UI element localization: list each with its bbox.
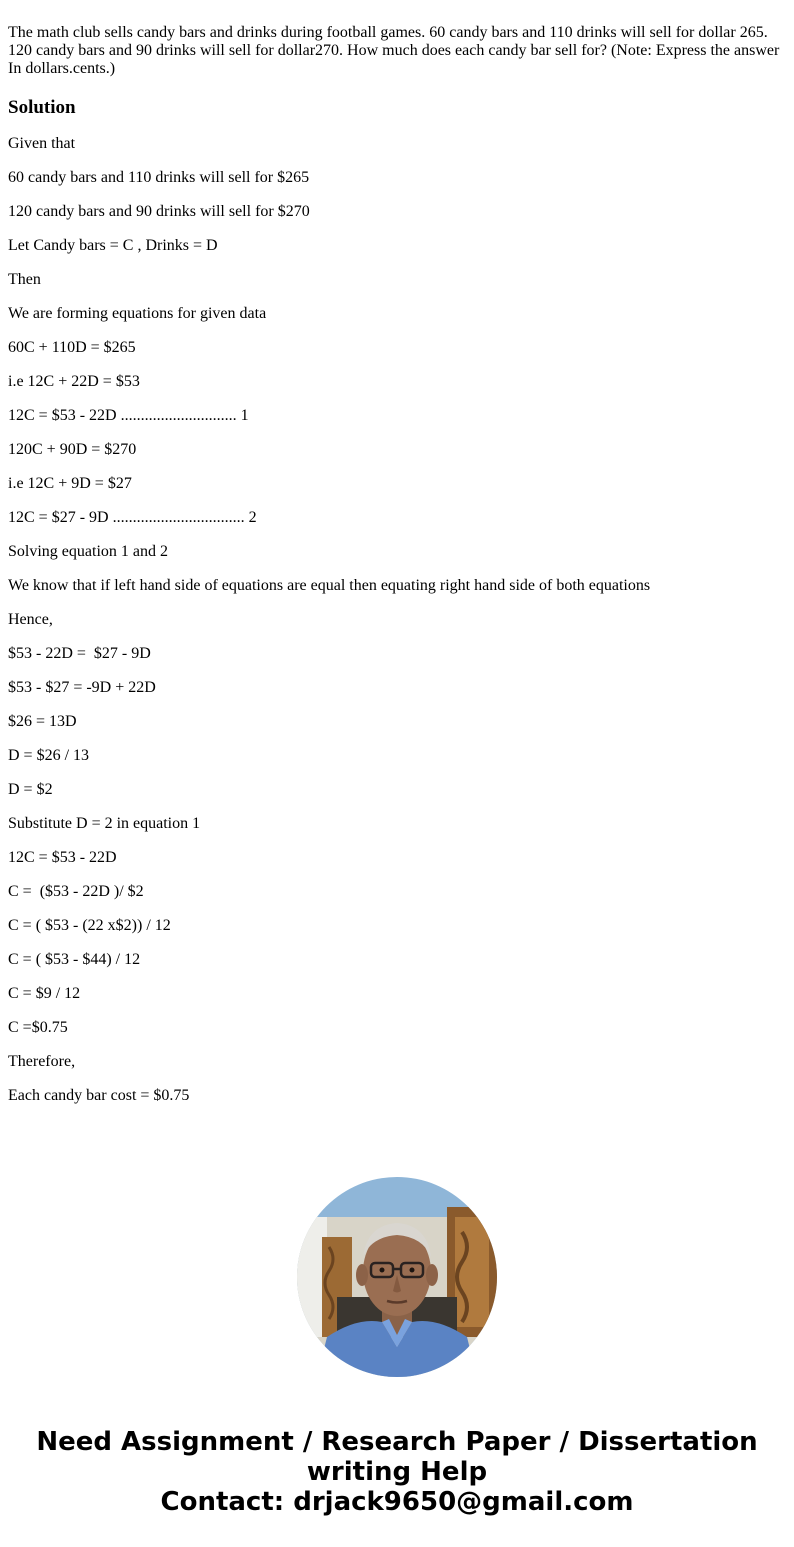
solution-step: Each candy bar cost = $0.75 [8, 1087, 190, 1104]
solution-step: Then [8, 271, 41, 288]
solution-step: C = $9 / 12 [8, 985, 81, 1002]
author-avatar [297, 1177, 497, 1377]
solution-step: 120C + 90D = $270 [8, 441, 137, 458]
footer-line: Need Assignment / Research Paper / Dissertation [36, 1427, 758, 1457]
solution-step: Substitute D = 2 in equation 1 [8, 815, 201, 832]
solution-step: Solving equation 1 and 2 [8, 543, 168, 560]
solution-step: $53 - $27 = -9D + 22D [8, 679, 156, 696]
footer-line: writing Help [306, 1457, 488, 1487]
solution-step: 12C = $53 - 22D [8, 849, 117, 866]
author-photo [297, 1177, 497, 1377]
solution-step: 60 candy bars and 110 drinks will sell for $265 [8, 169, 310, 186]
solution-step: 12C = $27 - 9D ................................. 2 [8, 509, 257, 526]
solution-step: C = ( $53 - $44) / 12 [8, 951, 141, 968]
contact-banner [0, 1427, 794, 1517]
contact-email: Contact: drjack9650@gmail.com [160, 1487, 634, 1517]
solution-step: C =$0.75 [8, 1019, 68, 1036]
solution-step: We are forming equations for given data [8, 305, 267, 322]
solution-step: $53 - 22D = $27 - 9D [8, 645, 151, 662]
solution-step: We know that if left hand side of equations are equal then equating right hand side of both equations [8, 577, 651, 594]
question-text: The math club sells candy bars and drinks during football games. 60 candy bars and 110 drinks will sell for dollar 265. 120 candy bars and 90 drinks will sell for dollar270. How much does each candy bar sell for? (Note: Express the answer In dollars.cents.) [8, 24, 780, 77]
solution-heading: Solution [8, 97, 76, 118]
solution-step: Given that [8, 135, 76, 152]
solution-step: $26 = 13D [8, 713, 77, 730]
solution-step: i.e 12C + 22D = $53 [8, 373, 140, 390]
solution-step: C = ($53 - 22D )/ $2 [8, 883, 144, 900]
solution-step: 120 candy bars and 90 drinks will sell for $270 [8, 203, 310, 220]
solution-step: i.e 12C + 9D = $27 [8, 475, 132, 492]
solution-step: D = $26 / 13 [8, 747, 90, 764]
solution-steps [8, 135, 786, 1105]
solution-step: Therefore, [8, 1053, 76, 1070]
solution-step: Let Candy bars = C , Drinks = D [8, 237, 218, 254]
solution-step: 60C + 110D = $265 [8, 339, 136, 356]
document-body [0, 24, 794, 1105]
solution-step: 12C = $53 - 22D ............................. 1 [8, 407, 249, 424]
solution-step: C = ( $53 - (22 x$2)) / 12 [8, 917, 171, 934]
solution-step: Hence, [8, 611, 53, 628]
solution-step: D = $2 [8, 781, 53, 798]
